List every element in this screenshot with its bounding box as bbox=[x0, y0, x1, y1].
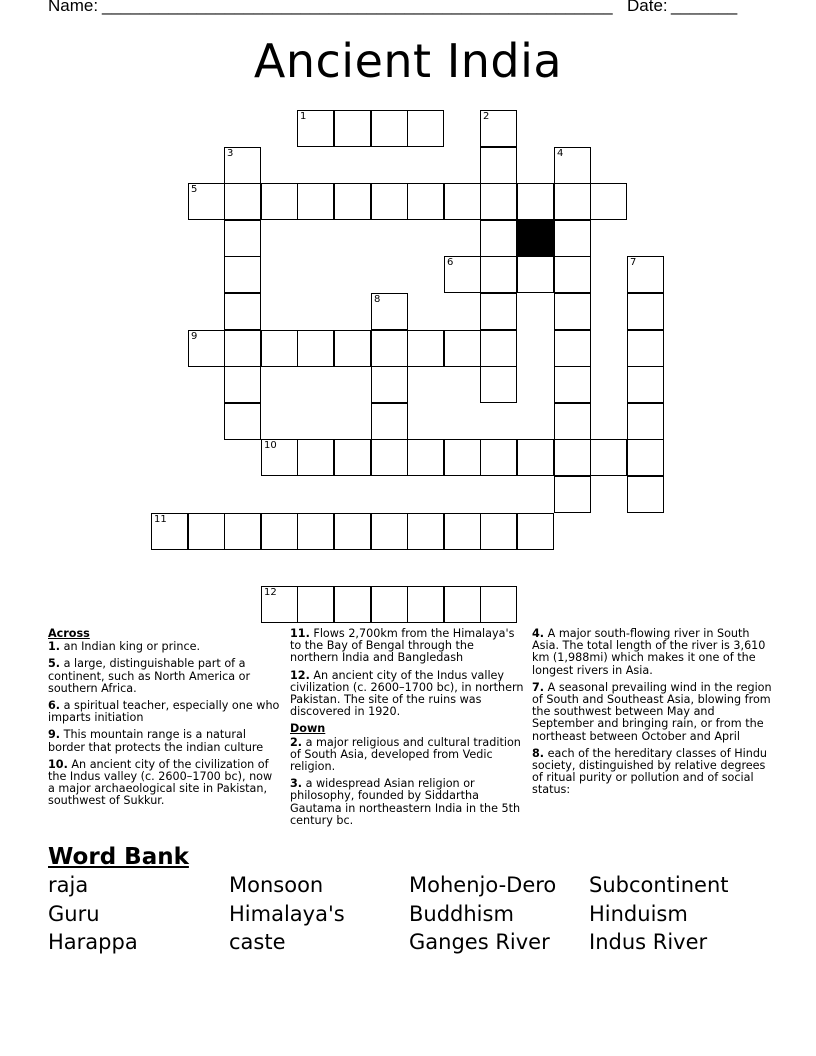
word-bank-word: caste bbox=[229, 930, 286, 954]
crossword-cell[interactable] bbox=[554, 220, 591, 257]
cell-number: 7 bbox=[630, 257, 637, 268]
clue-text: a large, distinguishable part of a continent, such as North America or southern Africa. bbox=[48, 657, 251, 695]
cell-number: 10 bbox=[264, 440, 277, 451]
date-label: Date: bbox=[627, 0, 668, 15]
crossword-cell[interactable] bbox=[188, 513, 225, 550]
word-bank-word: Ganges River bbox=[409, 930, 550, 954]
word-bank-word: Guru bbox=[48, 902, 100, 926]
crossword-cell[interactable] bbox=[334, 586, 371, 623]
crossword-cell[interactable] bbox=[261, 183, 298, 220]
word-bank-title: Word Bank bbox=[48, 844, 189, 870]
crossword-cell[interactable] bbox=[517, 183, 554, 220]
crossword-cell[interactable] bbox=[627, 439, 664, 476]
crossword-cell[interactable] bbox=[371, 110, 408, 147]
clue-number: 1. bbox=[48, 640, 61, 654]
name-label: Name: bbox=[48, 0, 99, 15]
cell-number: 11 bbox=[154, 514, 167, 525]
crossword-cell[interactable] bbox=[444, 256, 481, 293]
crossword-cell[interactable] bbox=[371, 586, 408, 623]
clue-text: An ancient city of the Indus valley civilization (c. 2600–1700 bc), in northern Pakistan. The site of the ruins was discovered in 1920. bbox=[290, 668, 524, 719]
clue-number: 5. bbox=[48, 657, 61, 671]
crossword-cell[interactable] bbox=[480, 513, 517, 550]
down-heading: Down bbox=[290, 722, 326, 736]
crossword-cell[interactable] bbox=[517, 439, 554, 476]
crossword-cell[interactable] bbox=[444, 586, 481, 623]
crossword-cell[interactable] bbox=[371, 403, 408, 440]
crossword-cell[interactable] bbox=[224, 403, 261, 440]
crossword-cell[interactable] bbox=[407, 330, 444, 367]
crossword-cell[interactable] bbox=[334, 110, 371, 147]
crossword-cell[interactable] bbox=[407, 586, 444, 623]
across-heading: Across bbox=[48, 627, 90, 640]
crossword-cell[interactable] bbox=[371, 439, 408, 476]
clue-number: 2. bbox=[290, 735, 303, 749]
crossword-cell[interactable] bbox=[151, 513, 188, 550]
cell-number: 1 bbox=[300, 111, 307, 122]
cell-number: 5 bbox=[191, 184, 198, 195]
crossword-cell[interactable] bbox=[188, 183, 225, 220]
crossword-cell[interactable] bbox=[407, 439, 444, 476]
crossword-cell[interactable] bbox=[261, 439, 298, 476]
crossword-cell[interactable] bbox=[371, 330, 408, 367]
crossword-cell[interactable] bbox=[224, 293, 261, 330]
clue-text: This mountain range is a natural border that protects the indian culture bbox=[48, 728, 264, 754]
word-bank-word: raja bbox=[48, 873, 89, 897]
clue-down-4 bbox=[532, 628, 772, 677]
word-bank-word: Subcontinent bbox=[589, 873, 729, 897]
crossword-cell[interactable] bbox=[627, 256, 664, 293]
crossword-cell[interactable] bbox=[334, 183, 371, 220]
clues-column-1 bbox=[48, 628, 280, 813]
crossword-cell[interactable] bbox=[371, 513, 408, 550]
crossword-cell[interactable] bbox=[261, 330, 298, 367]
crossword-cell[interactable] bbox=[224, 256, 261, 293]
crossword-cell[interactable] bbox=[554, 476, 591, 513]
cell-number: 9 bbox=[191, 331, 198, 342]
word-bank-word: Buddhism bbox=[409, 902, 514, 926]
crossword-cell[interactable] bbox=[297, 183, 334, 220]
clue-number: 8. bbox=[532, 746, 545, 760]
crossword-cell[interactable] bbox=[407, 513, 444, 550]
crossword-cell[interactable] bbox=[334, 330, 371, 367]
clue-text: a spiritual teacher, especially one who imparts initiation bbox=[48, 699, 280, 725]
crossword-cell[interactable] bbox=[480, 330, 517, 367]
word-bank-word: Monsoon bbox=[229, 873, 324, 897]
clue-number: 10. bbox=[48, 757, 68, 771]
crossword-cell[interactable] bbox=[627, 366, 664, 403]
clue-number: 7. bbox=[532, 680, 545, 694]
crossword-cell[interactable] bbox=[224, 513, 261, 550]
clue-across-12 bbox=[290, 670, 524, 719]
clue-number: 6. bbox=[48, 699, 61, 713]
clue-number: 12. bbox=[290, 668, 310, 682]
clue-across-5 bbox=[48, 658, 280, 695]
crossword-cell[interactable] bbox=[297, 330, 334, 367]
clue-down-2 bbox=[290, 737, 524, 774]
crossword-cell[interactable] bbox=[444, 439, 481, 476]
crossword-cell[interactable] bbox=[224, 183, 261, 220]
crossword-cell[interactable] bbox=[517, 256, 554, 293]
crossword-cell[interactable] bbox=[627, 403, 664, 440]
crossword-cell[interactable] bbox=[480, 220, 517, 257]
crossword-cell[interactable] bbox=[224, 330, 261, 367]
crossword-cell[interactable] bbox=[261, 586, 298, 623]
crossword-cell[interactable] bbox=[224, 220, 261, 257]
crossword-cell[interactable] bbox=[297, 586, 334, 623]
name-line[interactable]: ______________________________________________________ bbox=[102, 0, 613, 15]
clue-across-1 bbox=[48, 641, 280, 653]
clue-down-3 bbox=[290, 778, 524, 827]
crossword-cell[interactable] bbox=[480, 256, 517, 293]
clue-down-8 bbox=[532, 748, 772, 797]
crossword-cell[interactable] bbox=[334, 513, 371, 550]
cell-number: 6 bbox=[447, 257, 454, 268]
crossword-cell[interactable] bbox=[444, 513, 481, 550]
clue-text: a major religious and cultural tradition of South Asia, developed from Vedic religion. bbox=[290, 735, 521, 774]
crossword-cell[interactable] bbox=[224, 366, 261, 403]
crossword-cell[interactable] bbox=[480, 586, 517, 623]
clue-across-9 bbox=[48, 729, 280, 753]
word-bank-word: Harappa bbox=[48, 930, 138, 954]
crossword-cell[interactable] bbox=[297, 513, 334, 550]
clue-across-6 bbox=[48, 700, 280, 724]
crossword-cell[interactable] bbox=[444, 330, 481, 367]
crossword-cell[interactable] bbox=[627, 476, 664, 513]
crossword-cell[interactable] bbox=[444, 183, 481, 220]
clue-text: A seasonal prevailing wind in the region of South and Southeast Asia, blowing from the southwest between May and September and bringing rain, or from the northeast between October and April bbox=[532, 680, 772, 743]
word-bank-word: Himalaya's bbox=[229, 902, 345, 926]
crossword-cell[interactable] bbox=[590, 183, 627, 220]
clue-number: 3. bbox=[290, 777, 303, 791]
date-line[interactable]: _______ bbox=[671, 0, 738, 15]
cell-number: 4 bbox=[557, 148, 564, 159]
crossword-cell[interactable] bbox=[407, 110, 444, 147]
crossword-cell[interactable] bbox=[480, 147, 517, 184]
cell-number: 3 bbox=[227, 148, 234, 159]
crossword-cell[interactable] bbox=[480, 439, 517, 476]
cell-number: 2 bbox=[483, 111, 490, 122]
crossword-cell[interactable] bbox=[480, 110, 517, 147]
clue-number: 11. bbox=[290, 627, 310, 640]
crossword-cell[interactable] bbox=[371, 183, 408, 220]
word-bank-word: Indus River bbox=[589, 930, 708, 954]
crossword-cell[interactable] bbox=[554, 366, 591, 403]
page-title: Ancient India bbox=[253, 34, 563, 88]
crossword-cell[interactable] bbox=[480, 366, 517, 403]
clue-across-10 bbox=[48, 759, 280, 808]
word-bank-word: Mohenjo-Dero bbox=[409, 873, 557, 897]
crossword-cell[interactable] bbox=[188, 330, 225, 367]
crossword-cell[interactable] bbox=[554, 439, 591, 476]
crossword-cell[interactable] bbox=[554, 147, 591, 184]
crossword-cell[interactable] bbox=[371, 366, 408, 403]
clue-text: a widespread Asian religion or philosophy, founded by Siddartha Gautama in northeastern India in the 5th century bc. bbox=[290, 777, 521, 827]
crossword-cell[interactable] bbox=[554, 403, 591, 440]
crossword-cell[interactable] bbox=[590, 439, 627, 476]
clue-across-11 bbox=[290, 628, 524, 665]
clue-text: A major south-flowing river in South Asia. The total length of the river is 3,610 km (1,988mi) which makes it one of the longest rivers in Asia. bbox=[532, 627, 766, 677]
crossword-cell[interactable] bbox=[554, 330, 591, 367]
clue-number: 4. bbox=[532, 627, 545, 640]
clues-column-3 bbox=[532, 628, 772, 802]
crossword-cell[interactable] bbox=[261, 513, 298, 550]
crossword-cell[interactable] bbox=[371, 293, 408, 330]
crossword-cell[interactable] bbox=[480, 293, 517, 330]
crossword-cell[interactable] bbox=[297, 439, 334, 476]
crossword-cell[interactable] bbox=[297, 110, 334, 147]
crossword-cell[interactable] bbox=[480, 183, 517, 220]
clue-number: 9. bbox=[48, 728, 61, 742]
crossword-cell[interactable] bbox=[334, 439, 371, 476]
cell-number: 8 bbox=[374, 294, 381, 305]
crossword-cell[interactable] bbox=[224, 147, 261, 184]
clue-text: An ancient city of the civilization of the Indus valley (c. 2600–1700 bc), now a major archaeological site in Pakistan, southwest of Sukkur. bbox=[48, 757, 273, 808]
crossword-cell[interactable] bbox=[554, 293, 591, 330]
crossword-cell[interactable] bbox=[517, 513, 554, 550]
crossword-block bbox=[517, 220, 554, 257]
crossword-cell[interactable] bbox=[627, 330, 664, 367]
clue-down-7 bbox=[532, 682, 772, 743]
clue-text: Flows 2,700km from the Himalaya's to the Bay of Bengal through the northern India and Bangledash bbox=[290, 627, 515, 665]
word-bank-word: Hinduism bbox=[589, 902, 688, 926]
clues-column-2 bbox=[290, 628, 524, 832]
crossword-cell[interactable] bbox=[554, 256, 591, 293]
crossword-cell[interactable] bbox=[407, 183, 444, 220]
clue-text: each of the hereditary classes of Hindu society, distinguished by relative degrees of ritual purity or pollution and of social status: bbox=[532, 746, 768, 797]
cell-number: 12 bbox=[264, 587, 277, 598]
crossword-cell[interactable] bbox=[627, 293, 664, 330]
clue-text: an Indian king or prince. bbox=[63, 640, 201, 654]
crossword-cell[interactable] bbox=[554, 183, 591, 220]
